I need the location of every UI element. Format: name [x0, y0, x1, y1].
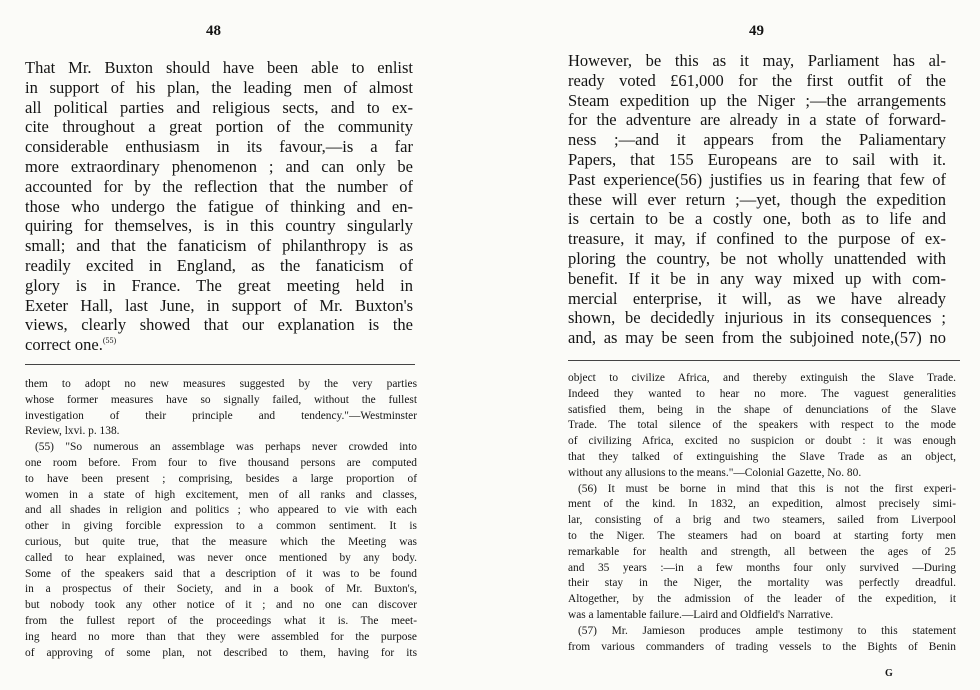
footnote-line: (56) It must be borne in mind that this is not the first experi- — [578, 482, 956, 495]
footnote-line: other in giving forcible expression to a common sentiment. It is — [25, 520, 417, 533]
body-line: ploring the country, be not wholly unattended with — [568, 248, 946, 268]
body-line: in support of his plan, the leading men of almost — [25, 77, 413, 97]
footnote-line: without any allusions to the means."—Colonial Gazette, No. 80. — [568, 466, 862, 479]
body-line: considerable enthusiasm in its favour,—is a far — [25, 137, 413, 157]
body-text — [568, 51, 946, 348]
body-line: ready voted £61,000 for the first outfit of the — [568, 70, 946, 90]
footnote-line: of approving of some plan, not described to them, having for its — [25, 646, 417, 659]
body-line: cite throughout a great portion of the community — [25, 117, 413, 137]
footnote-line: Indeed they wanted to hear no more. The vaguest generalities — [568, 387, 956, 400]
body-line: However, be this as it may, Parliament has al- — [568, 51, 946, 70]
footnote-line: them to adopt no new measures suggested by the very parties — [25, 378, 417, 390]
body-line: Exeter Hall, last June, in support of Mr. Buxton's — [25, 295, 413, 315]
footnotes — [568, 371, 956, 655]
body-line: quiring for themselves, is in this country singularly — [25, 216, 413, 236]
footnote-line: and all shades in religion and politics ; who appeared to vie with each — [25, 504, 417, 517]
body-line: treasure, it may, if confined to the purpose of ex- — [568, 229, 946, 249]
footnote-line: investigation of their principle and tendency."—Westminster — [25, 409, 417, 422]
footnotes — [25, 377, 417, 661]
footnote-line: to the Niger. The steamers had on board at starting forty men — [568, 529, 956, 542]
body-line: views, clearly showed that our explanation is the — [25, 315, 413, 335]
footnote-line: one room before. From four to five thousand persons are computed — [25, 456, 417, 469]
footnote-line: but nobody took any other notice of it ; and no one can discover — [25, 599, 417, 612]
page-number: 48 — [206, 23, 221, 39]
body-line: benefit. If it be in any way mixed up with com- — [568, 268, 946, 288]
footnote-line: (57) Mr. Jamieson produces ample testimony to this statement — [578, 624, 956, 637]
footnote-rule — [25, 364, 415, 365]
signature-mark: G — [885, 668, 893, 679]
footnote-line: (55) "So numerous an assemblage was perhaps never crowded into — [35, 441, 417, 454]
body-line: more extraordinary phenomenon ; and can only be — [25, 156, 413, 176]
footnote-line: their stay in the Niger, the mortality was perfectly dreadful. — [568, 577, 956, 590]
body-line: That Mr. Buxton should have been able to enlist — [25, 58, 413, 77]
footnote-line: curious, but quite true, that the measure which the Meeting was — [25, 535, 417, 548]
body-line: Steam expedition up the Niger ;—the arrangements — [568, 90, 946, 110]
footnote-rule — [568, 360, 960, 361]
footnote-line: called to hear explained, was never once mentioned by any body. — [25, 551, 417, 564]
footnote-line: ment of the kind. In 1832, an expedition, almost precisely simi- — [568, 498, 956, 511]
body-line: ness ;—and it appears from the Paliamentary — [568, 130, 946, 150]
footnote-line: Review, lxvi. p. 138. — [25, 425, 120, 438]
footnote-line: whose former measures have so signally failed, without the fullest — [25, 393, 417, 406]
body-line: all political parties and religious sects, and to ex- — [25, 97, 413, 117]
footnote-line: that they talked of extinguishing the Slave Trade as an object, — [568, 450, 956, 463]
footnote-line: of civilizing Africa, excited no suspicion or doubt : it was enough — [568, 435, 956, 448]
body-line: Past experience(56) justifies us in fearing that few of — [568, 169, 946, 189]
footnote-line: Trade. The total silence of the speakers with respect to the mode — [568, 419, 956, 432]
footnote-line: ing heard no more than that they were assembled for the purpose — [25, 630, 417, 643]
body-line: correct one.$^{(55)}$ — [25, 335, 117, 355]
body-line: readily excited in England, as the fanaticism of — [25, 255, 413, 275]
footnote-line: to have been present ; comprising, besides a large proportion of — [25, 472, 417, 485]
page-number: 49 — [749, 23, 764, 39]
body-line: is certain to be a costly one, both as to life and — [568, 209, 946, 229]
footnote-line: Some of the speakers said that a description of it was to be found — [25, 567, 417, 580]
body-line: Papers, that 155 Europeans are to sail with it. — [568, 149, 946, 169]
footnote-line: was a lamentable failure.—Laird and Oldfield's Narrative. — [568, 608, 834, 621]
body-line: these will ever return ;—yet, though the expedition — [568, 189, 946, 209]
footnote-line: object to civilize Africa, and thereby extinguish the Slave Trade. — [568, 372, 956, 384]
footnote-line: Altogether, by the admission of the leader of the expedition, it — [568, 593, 956, 606]
footnote-line: women in a state of high excitement, men of all ranks and classes, — [25, 488, 417, 501]
footnote-line: in a prospectus of their Society, and in a book of Mr. Buxton's, — [25, 583, 417, 596]
footnote-line: from various commanders of trading vessels to the Bights of Benin — [568, 640, 956, 653]
body-line: mercial enterprise, it will, as we have already — [568, 288, 946, 308]
footnote-ref: (55) — [102, 336, 117, 346]
body-line: those who undergo the fatigue of thinking and en- — [25, 196, 413, 216]
footnote-line: and 35 years :—in a few months four only survived —During — [568, 561, 956, 574]
footnote-line: satisfied them, being in the shape of denunciations of the Slave — [568, 403, 956, 416]
footnote-line: lar, consisting of a brig and two steamers, sailed from Liverpool — [568, 514, 956, 527]
footnote-line: remarkable for health and strength, all between the ages of 25 — [568, 545, 956, 558]
body-line: and, as may be seen from the subjoined note,(57) no — [568, 328, 946, 348]
body-line: for the adventure are already in a state of forward- — [568, 110, 946, 130]
footnote-line: from the fullest report of the proceedings what it is. The meet- — [25, 614, 417, 627]
body-line: small; and that the fanaticism of philanthropy is as — [25, 236, 413, 256]
body-line: glory is in France. The great meeting held in — [25, 275, 413, 295]
body-line: shown, be decidedly injurious in its consequences ; — [568, 308, 946, 328]
body-text — [25, 58, 413, 355]
body-line: accounted for by the reflection that the number of — [25, 176, 413, 196]
